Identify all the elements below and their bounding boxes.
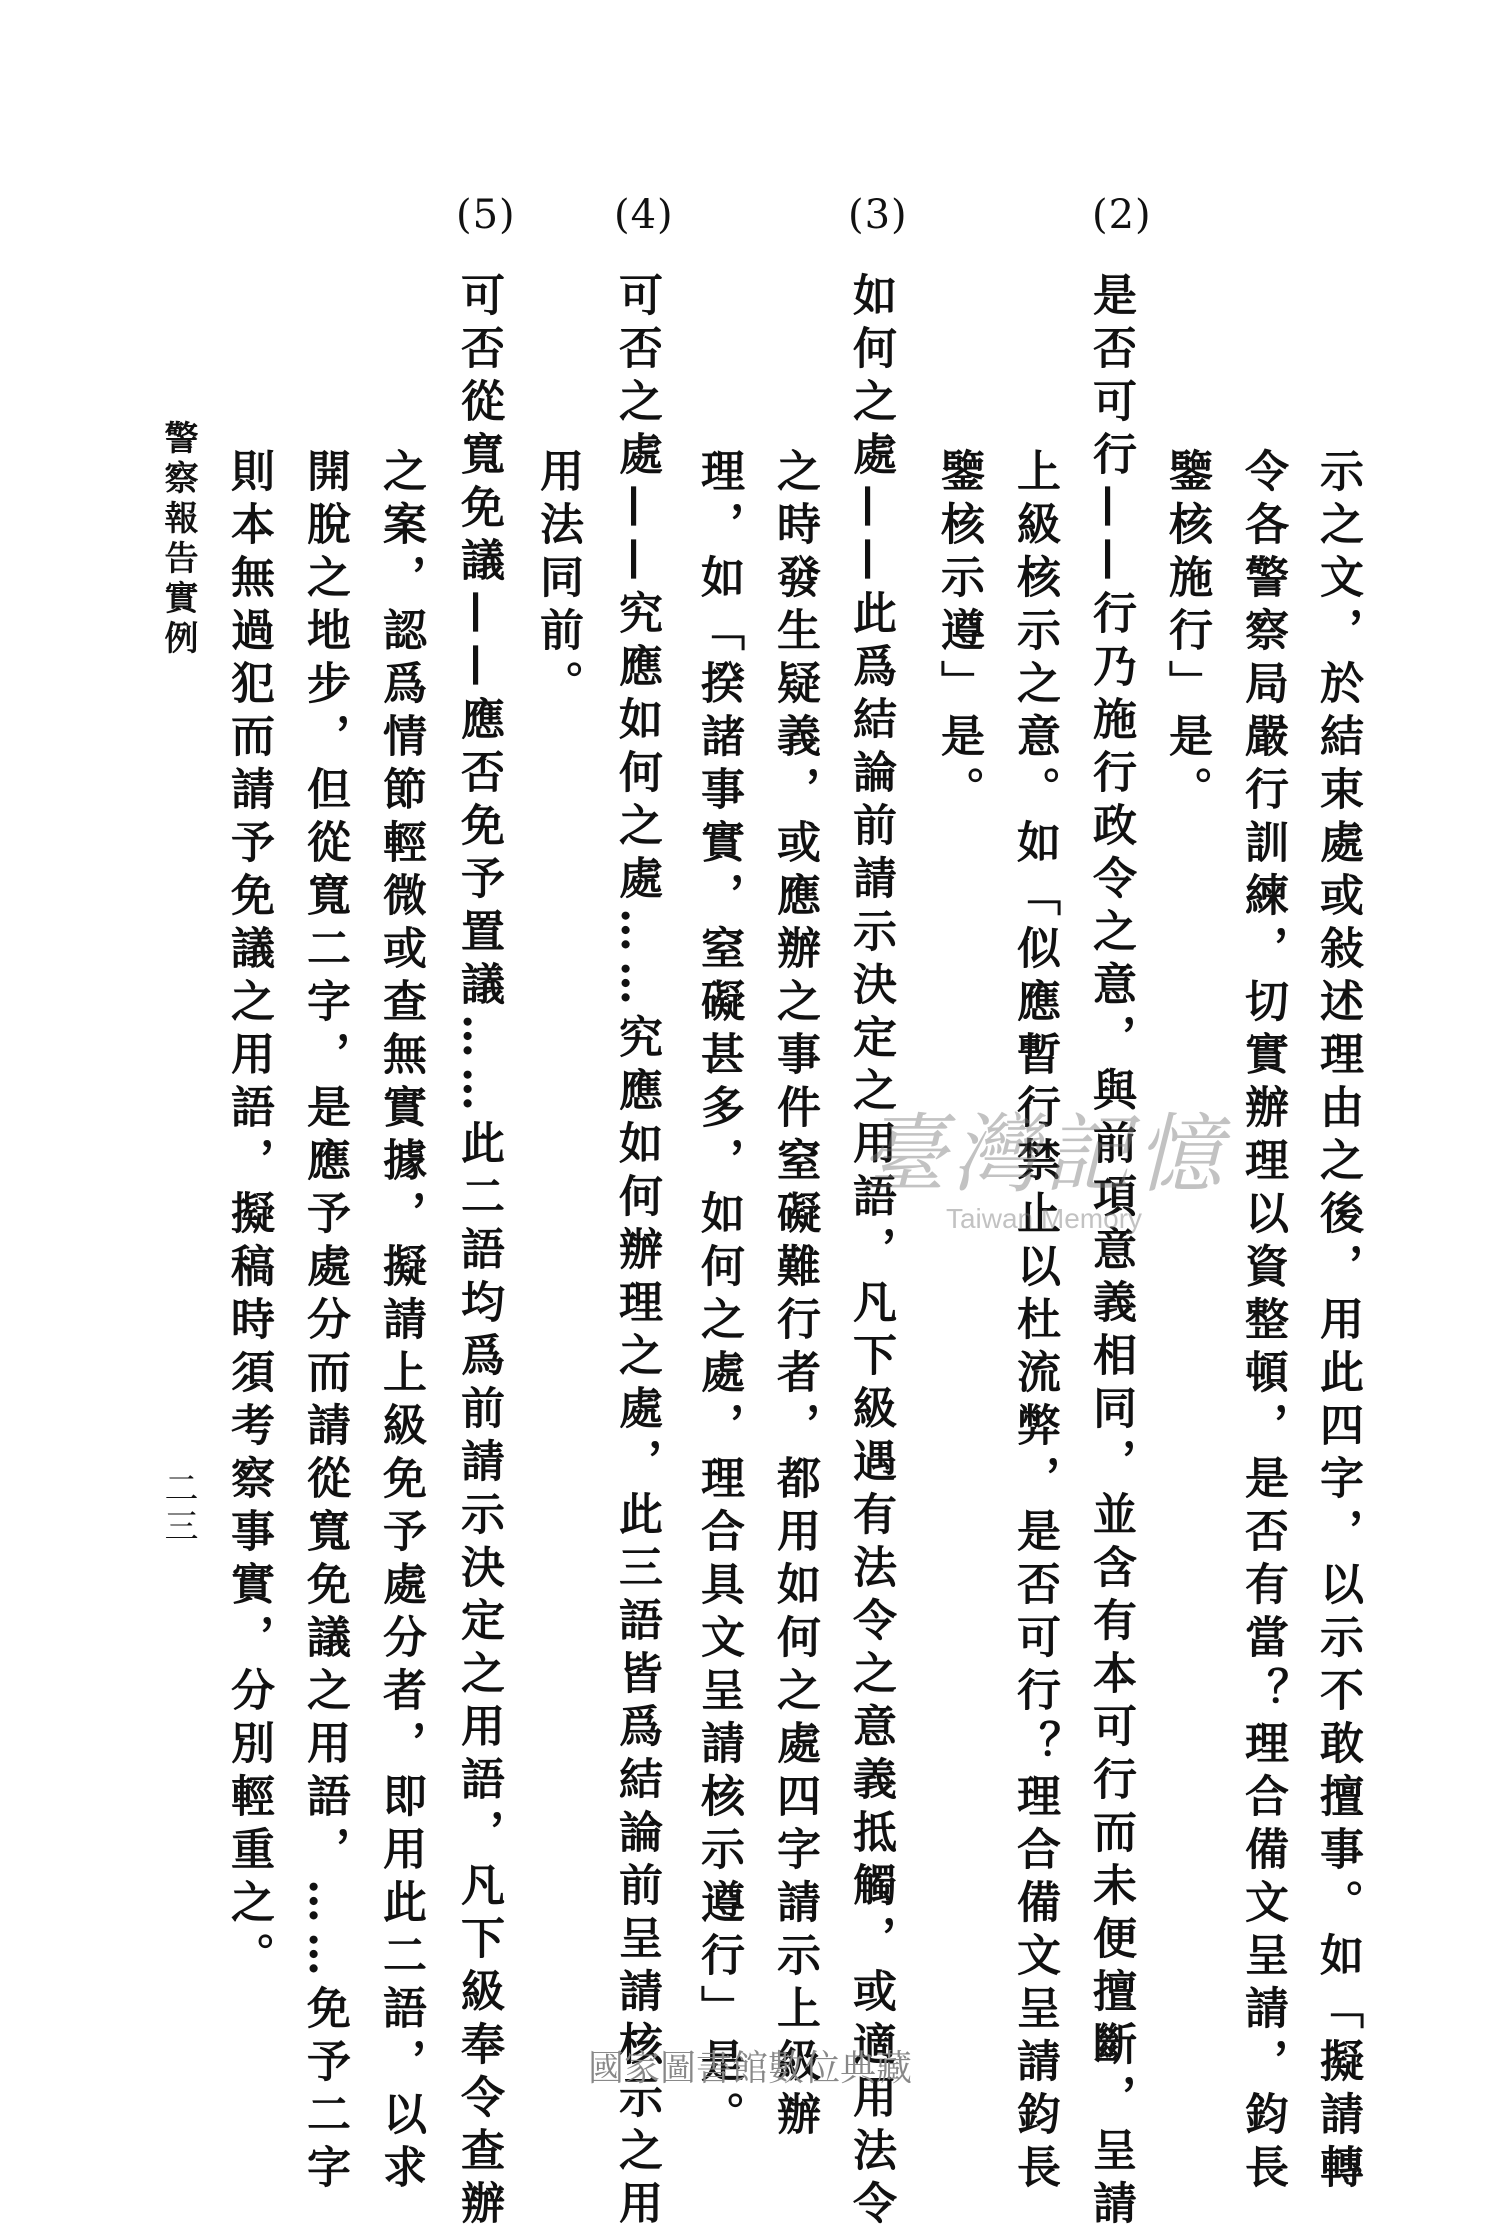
- text-column-1: 示之文，於結束處或敍述理由之後，用此四字，以示不敢擅事。如「擬請轉: [1312, 448, 1363, 2197]
- text-column-9: 理，如「揆諸事實，窒礙甚多，如何之處，理合具文呈請核示遵行」是。: [693, 448, 744, 2144]
- text-column-7: 如何之處——此爲結論前請示決定之用語，凡下級遇有法令之意義抵觸，或適用法令: [845, 272, 896, 2233]
- watermark: [860, 1085, 1228, 1235]
- item-marker-3: (3): [848, 192, 908, 238]
- footer-text: 國家圖書館數位典藏: [587, 2048, 912, 2089]
- item-marker-2: (2): [1092, 192, 1152, 238]
- text-column-14: 開脫之地步，但從寬二字，是應予處分而請從寬免議之用語，……免予二字: [299, 448, 350, 2197]
- item-marker-5: (5): [456, 192, 516, 238]
- watermark-en: Taiwan Memory: [945, 1203, 1143, 1234]
- text-column-13: 之案，認爲情節輕微或查無實據，擬請上級免予處分者，即用此二語，以求: [375, 448, 426, 2197]
- page-number: 二三: [158, 1470, 198, 1546]
- text-column-3: 鑒核施行」是。: [1161, 448, 1212, 819]
- item-marker-4: (4): [614, 192, 674, 238]
- text-column-5: 上級核示之意。如「似應暫行禁止以杜流弊，是否可行？理合備文呈請鈞長: [1009, 448, 1060, 2197]
- text-column-11: 可否之處——究應如何之處……究應如何辦理之處，此三語皆爲結論前呈請核示之用: [611, 272, 662, 2233]
- watermark-cn: 臺灣記憶: [860, 1105, 1228, 1205]
- text-column-15: 則本無過犯而請予免議之用語，擬稿時須考察事實，分別輕重之。: [223, 448, 274, 1985]
- text-column-8: 之時發生疑義，或應辦之事件窒礙難行者，都用如何之處四字請示上級辦: [769, 448, 820, 2144]
- text-column-6: 鑒核示遵」是。: [933, 448, 984, 819]
- running-head: 警察報告實例: [158, 420, 198, 660]
- text-column-2: 令各警察局嚴行訓練，切實辦理以資整頓，是否有當？理合備文呈請，鈞長: [1237, 448, 1288, 2197]
- text-column-12: 可否從寬免議——應否免予置議……此二語均爲前請示決定之用語，凡下級奉令查辦: [453, 272, 504, 2233]
- text-column-10: 用法同前。: [532, 448, 583, 713]
- text-column-4: 是否可行——行乃施行政令之意，與前項意義相同，並含有本可行而未便擅斷，呈請: [1085, 272, 1136, 2233]
